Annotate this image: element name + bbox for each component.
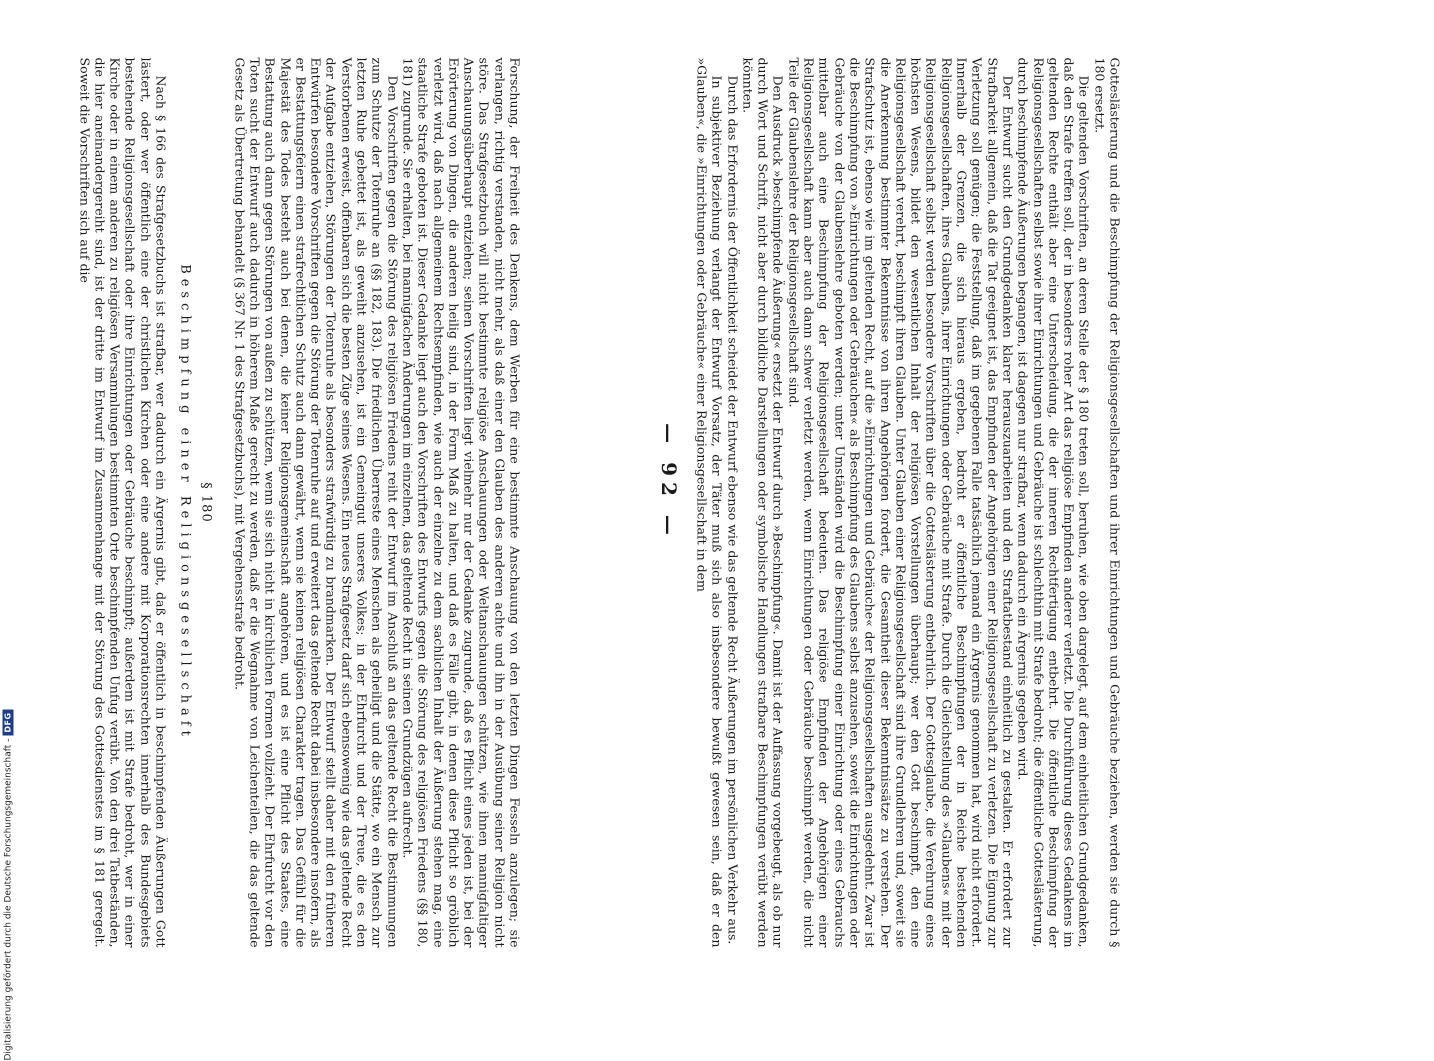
paragraph: Durch das Erfordernis der Öffentlichkeit scheidet der Entwurf ebenso wie das geltende Recht Äußerungen im persönlichen Verkehr aus. [725, 75, 741, 945]
section-number: § 180 [198, 482, 214, 523]
paragraph: Gotteslästerung und die Beschimpfung der Religionsgesellschaften und ihrer Einrichtungen und Gebräuche beziehen, werden sie durch § 180 ersetzt. [1092, 57, 1123, 948]
right-text-column [694, 57, 1123, 948]
footer-text: Digitalisierung gefördert durch die Deutsche Forschungsgemeinschaft - [3, 738, 13, 1061]
dfg-logo-icon: DFG [3, 709, 14, 735]
section-title: Beschimpfung einer Religionsgesellschaft [177, 264, 193, 741]
paragraph: Die geltenden Vorschriften, an deren Stelle der § 180 treten soll, beruhen, wie oben dargelegt, auf dem einheitlichen Grundgedanken, daß den Strafe treffen soll, der in besonders roher Art das religiöse Empfinden anderer verletzt. Die Durchführung dieses Gedankens im geltenden Rechte enthält aber eine Unterscheidung, die der inneren Rechtfertigung entbehrt. Die öffentliche Beschimpfung der Religionsgesellschaften selbst sowie ihrer Einrichtungen und Gebräuche ist schlechthin mit Strafe bedroht; die öffentliche Gotteslästerung, durch beschimpfende Äußerungen begangen, ist dagegen nur strafbar, wenn dadurch ein Ärgernis gegeben wird. [1015, 57, 1092, 948]
paragraph: Der Entwurf sucht den Grundgedanken klarer herauszuarbeiten und den Straftatbestand einheitlich zu gestalten. Er erfordert zur Strafbarkeit allgemein, daß die Tat geeignet ist, das Empfinden der Angehörigen einer Religionsgesellschaft zu verletzen. Die Eignung zur Verletzung soll genügen; die Feststellung, daß im gegebenen Falle tatsächlich jemand ein Ärgernis genommen hat, wird nicht erfordert. Innerhalb der Grenzen, die sich hieraus ergeben, bedroht er öffentliche Beschimpfungen der in Reiche bestehenden Religionsgesellschaften, ihres Glaubens, ihrer Einrichtungen oder Gebräuche mit Strafe. Durch die Gleichstellung des »Glaubens« mit der Religionsgesellschaft selbst werden besondere Vorschriften über die Gotteslästerung entbehrlich. Der Gottesglaube, die Verehrung eines höchsten Wesens, bildet den wesentlichen Inhalt der religiösen Vorstellungen überhaupt; wer den Gott beschimpft, den eine Religionsgesellschaft verehrt, beschimpft ihren Glauben. Unter Glauben einer Religionsgesellschaft sind ihre Grundlehren und, soweit sie die Anerkennung bestimmter Bekenntnisse von ihren Angehörigen fordert, die Gesamtheit dieser Bekenntnissätze zu verstehen. Der Strafschutz ist, ebenso wie im geltenden Recht, auf die »Einrichtungen und Gebräuche« der Religionsgesellschaften ausgedehnt. Zwar ist die Beschimpfung von »Einrichtungen oder Gebräuchen« als Beschimpfung des Glaubens selbst anzusehen, soweit die Einrichtungen oder Gebräuche von der Glaubenslehre geboten werden; unter Umständen wird die Beschimpfung einer Einrichtung oder eines Gebrauchs mittelbar auch eine Beschimpfung der Religionsgesellschaft bedeuten. Das religiöse Empfinden der Angehörigen einer Religionsgesellschaft kann aber auch dann schwer verletzt werden, wenn Einrichtungen oder Gebräuche beschimpft werden, die nicht Teile der Glaubenslehre der Religionsgesellschaft sind. [786, 57, 1016, 948]
paragraph: Den Ausdruck »beschimpfende Äußerung« ersetzt der Entwurf durch »Beschimpfung«. Damit ist der Auffassung vorgebeugt, als ob nur durch Wort und Schrift, nicht aber durch bildliche Darstellungen oder symbolische Handlungen strafbare Beschimpfungen verübt werden könnten. [740, 57, 786, 948]
left-text-column [77, 57, 523, 948]
paragraph: In subjektiver Beziehung verlangt der Entwurf Vorsatz, der Täter muß sich also insbesondere bewußt gewesen sein, daß er den »Glauben«, die »Einrichtungen oder Gebräuche« einer Religionsgesellschaft in dem [694, 57, 725, 948]
digitization-footer [3, 501, 14, 1061]
paragraph: Den Vorschriften gegen die Störung des religiösen Friedens reiht der Entwurf im Anschluß an das geltende Recht die Bestimmungen zum Schutze der Totenruhe an (§§ 182, 183). Die friedlichen Überreste eines Menschen als geheiligt und die Stätte, wo ein Mensch zur letzten Ruhe gebettet ist, als geweiht anzusehen, ist ein Gemeingut unseres Volkes; in der Ehrfurcht und der Treue, die es den Verstorbenen erweist, offenbaren sich die besten Züge seines Wesens. Ein neues Strafgesetz darf sich ebensowenig wie das geltende Recht der Aufgabe entziehen, Störungen der Totenruhe als besonders strafwürdig zu brandmarken. Der Entwurf stellt daher mit den früheren Entwürfen besondere Vorschriften gegen die Störung der Totenruhe auf und erweitert das geltende Recht dabei insbesondere insofern, als er Bestattungsfeiern einen strafrechtlichen Schutz auch dann gewährt, wenn sie keinen religiösen Charakter tragen. Das Gefühl für die Majestät des Todes besteht auch bei denen, die keiner Religionsgemeinschaft angehören, und es ist eine Pflicht des Staates, eine Bestattung auch dann gegen Störungen von außen zu schützen, wenn sie sich nicht in kirchlichen Formen vollzieht. Der Ehrfurcht vor den Toten sucht der Entwurf auch dadurch in höherem Maße gerecht zu werden, daß er die Wegnahme von Leichenteilen, die das geltende Gesetz als Übertretung behandelt (§ 367 Nr. 1 des Strafgesetzbuchs), mit Vergehensstrafe bedroht. [232, 57, 401, 948]
paragraph: Forschung, der Freiheit des Denkens, dem Werben für eine bestimmte Anschauung von den letzten Dingen Fesseln anzulegen; sie verlangen, richtig verstanden, nicht mehr, als daß einer den Glauben des anderen achte und ihn in der Ausübung seiner Religion nicht störe. Das Strafgesetzbuch will nicht bestimmte religiöse Anschauungen oder Weltanschauungen schützen, wie ihnen mannigfaltiger Anschauungsüberhaupt entziehen; seinen Vorschriften liegt vielmehr nur der Gedanke zugrunde, daß es Pflicht eines jeden ist, bei der Erörterung von Dingen, die anderen heilig sind, in der Form Maß zu halten, und daß es Fälle gibt, in denen diese Pflicht so gröblich verletzt wird, daß nach allgemeinem Rechtsempfinden, wie auch der einzelne zu dem sachlichen Inhalt der Äußerung stehen mag, eine staatliche Strafe geboten ist. Dieser Gedanke liegt auch den Vorschriften des Entwurfs gegen die Störung des religiösen Friedens (§§ 180, 181) zugrunde. Sie erhalten, bei mannigfachen Änderungen im einzelnen, das geltende Recht in seinen Grundzügen aufrecht. [400, 57, 523, 948]
page-number: — 92 — [656, 423, 681, 541]
paragraph: Nach § 166 des Strafgesetzbuchs ist strafbar, wer dadurch ein Ärgernis gibt, daß er öffentlich in beschimpfenden Äußerungen Gott lästert, oder wer öffentlich eine der christlichen Kirchen oder eine andere mit Korporationsrechten innerhalb des Bundesgebiets bestehende Religionsgesellschaft oder ihre Einrichtungen oder Gebräuche beschimpft; außerdem ist mit Strafe bedroht, wer in einer Kirche oder in einem anderen zu religiösen Versammlungen bestimmten Orte beschimpfenden Unfug verübt. Von den drei Tatbeständen, die hier aneinandergereiht sind, ist der dritte im Entwurf im Zusammenhange mit der Störung des Gottesdienstes im § 181 geregelt. Soweit die Vorschriften sich auf die [77, 57, 169, 948]
